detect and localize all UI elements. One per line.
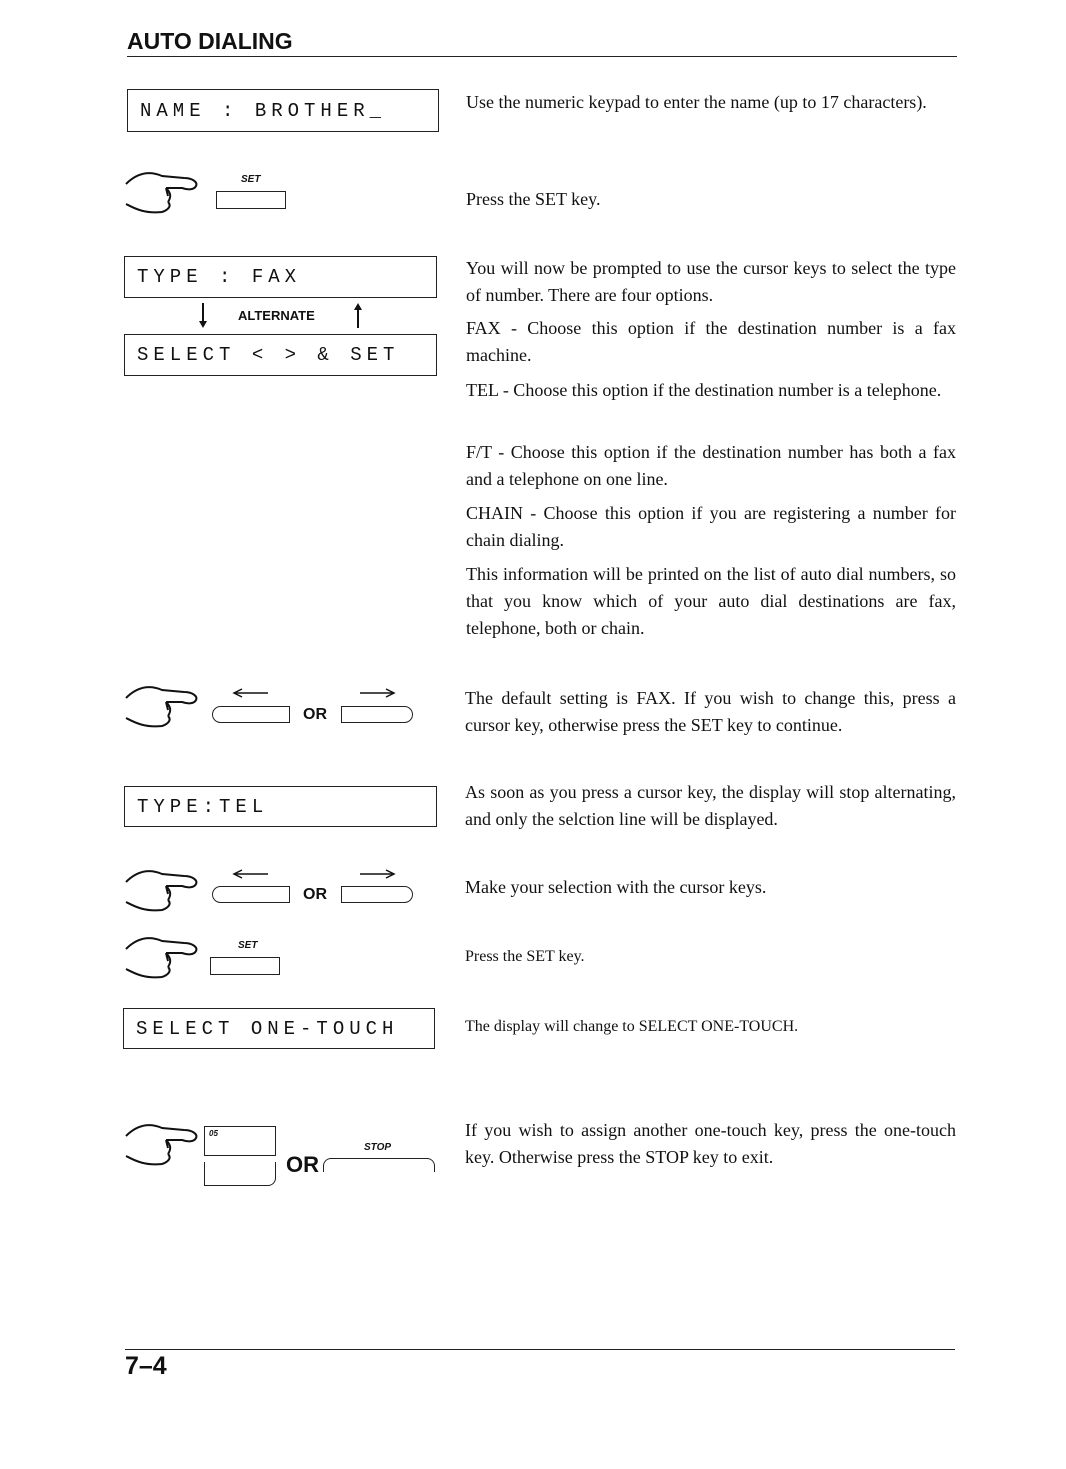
- step-option-tel: TEL - Choose this option if the destination number is a telephone.: [466, 380, 942, 400]
- step-display-change: The display will change to SELECT ONE-TOUCH.: [465, 1018, 799, 1035]
- stop-key[interactable]: [323, 1158, 435, 1172]
- lcd-type-tel-display: TYPE:TEL: [124, 786, 437, 827]
- set-key[interactable]: [210, 957, 280, 975]
- step-assign-another: If you wish to assign another one-touch key, press the one-touch key. Otherwise press the STOP key to exit.: [465, 1120, 956, 1167]
- set-key-label: SET: [241, 174, 261, 185]
- hand-pointer-icon: [122, 866, 202, 918]
- or-label: OR: [303, 886, 327, 903]
- arrow-left-icon: [232, 688, 270, 698]
- step-as-soon: As soon as you press a cursor key, the display will stop alternating, and only the selction line will be displayed.: [465, 782, 956, 829]
- arrow-right-icon: [358, 688, 396, 698]
- step-make-selection: Make your selection with the cursor keys.: [465, 877, 767, 897]
- cursor-left-key[interactable]: [212, 706, 290, 723]
- arrow-left-icon: [232, 869, 270, 879]
- lcd-name-display: NAME : BROTHER_: [127, 89, 439, 132]
- stop-key-label: STOP: [364, 1142, 392, 1153]
- footer-rule: [125, 1349, 955, 1350]
- hand-pointer-icon: [122, 933, 202, 985]
- step-default-setting: The default setting is FAX. If you wish to change this, press a cursor key, otherwise press the SET key to continue.: [465, 688, 956, 735]
- arrow-up-icon: [352, 302, 364, 328]
- step-prompt-intro: You will now be prompted to use the cursor keys to select the type of number. There are four options.: [466, 258, 956, 305]
- hand-pointer-icon: [122, 1120, 202, 1172]
- lcd-type-fax-display: TYPE : FAX: [124, 256, 437, 298]
- hand-pointer-icon: [122, 168, 202, 220]
- step-press-set-1: Press the SET key.: [466, 189, 601, 209]
- arrow-down-icon: [197, 303, 209, 329]
- step-press-set-2: Press the SET key.: [465, 948, 585, 965]
- cursor-right-key[interactable]: [341, 706, 413, 723]
- or-label: OR: [286, 1152, 319, 1177]
- step-enter-name: Use the numeric keypad to enter the name (up to 17 characters).: [466, 92, 927, 112]
- one-touch-key-number: 05: [209, 1129, 218, 1138]
- page-number: 7–4: [125, 1352, 167, 1380]
- step-option-chain: CHAIN - Choose this option if you are registering a number for chain dialing.: [466, 503, 956, 550]
- set-key[interactable]: [216, 191, 286, 209]
- lcd-select-set-display: SELECT < > & SET: [124, 334, 437, 376]
- step-info: This information will be printed on the list of auto dial numbers, so that you know which of your auto dial destinations are fax, telephone, both or chain.: [466, 564, 956, 638]
- step-option-ft: F/T - Choose this option if the destination number has both a fax and a telephone on one line.: [466, 442, 956, 489]
- step-option-fax: FAX - Choose this option if the destination number is a fax machine.: [466, 318, 956, 365]
- alternate-label: ALTERNATE: [238, 308, 315, 323]
- arrow-right-icon: [358, 869, 396, 879]
- page-title: AUTO DIALING: [127, 28, 293, 54]
- set-key-label: SET: [238, 940, 258, 951]
- header-rule: [127, 56, 957, 57]
- or-label: OR: [303, 706, 327, 723]
- hand-pointer-icon: [122, 682, 202, 734]
- one-touch-key-base: [204, 1162, 276, 1186]
- lcd-select-one-touch-display: SELECT ONE-TOUCH: [123, 1008, 435, 1049]
- cursor-right-key[interactable]: [341, 886, 413, 903]
- cursor-left-key[interactable]: [212, 886, 290, 903]
